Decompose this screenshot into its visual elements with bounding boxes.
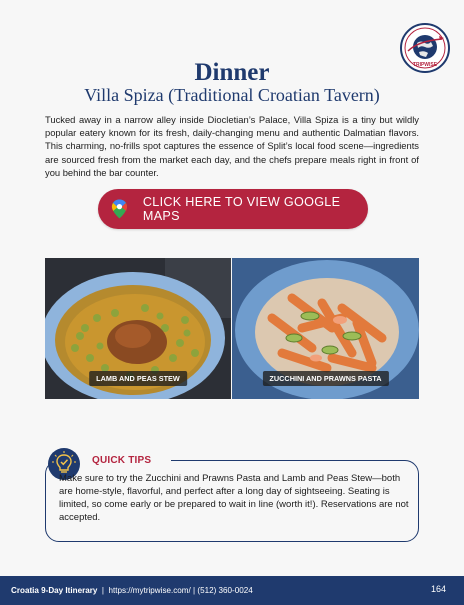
intro-paragraph: Tucked away in a narrow alley inside Diocletian’s Palace, Villa Spiza is a tiny but wildly popular eatery known for its fresh, daily-changing menu and authentic Dalmatian flavors. This charming, no-frills spot captures the essence of Split’s local food scene—ingredients are sourced fresh from the market each day, and the chefs prepare meals right in front of you behind the bar counter. xyxy=(45,114,419,178)
quick-tips-title: QUICK TIPS xyxy=(92,455,152,466)
photo-caption: LAMB AND PEAS STEW xyxy=(89,371,187,386)
footer-website-link[interactable]: https://mytripwise.com/ xyxy=(108,586,191,595)
page-number: 164 xyxy=(430,584,446,594)
google-maps-button-label: CLICK HERE TO VIEW GOOGLE MAPS xyxy=(142,195,341,223)
page-heading: Dinner xyxy=(194,59,270,86)
footer-separator: | xyxy=(97,586,109,595)
footer-separator: | xyxy=(190,586,198,595)
quick-tips-text: Make sure to try the Zucchini and Prawns Pasta and Lamb and Peas Stew—both are home-style, flavorful, and perfect after a long day of sightseeing. Seating is limited, so come early or be prepared to wait in line (worth it!). Reservations are not accepted. xyxy=(59,473,409,523)
google-maps-button[interactable] xyxy=(98,189,368,229)
footer-itinerary-title: Croatia 9-Day Itinerary xyxy=(11,586,98,595)
footer-phone: (512) 360-0024 xyxy=(197,586,253,595)
footer xyxy=(0,576,464,605)
lamb-peas-stew-photo xyxy=(45,258,231,399)
svg-text:TRIPWISE: TRIPWISE xyxy=(412,62,438,68)
zucchini-prawns-pasta-photo xyxy=(232,258,419,399)
map-pin-icon xyxy=(110,198,129,220)
restaurant-name: Villa Spiza (Traditional Croatian Tavern) xyxy=(84,85,380,105)
photo-caption: ZUCCHINI AND PRAWNS PASTA xyxy=(262,371,388,386)
